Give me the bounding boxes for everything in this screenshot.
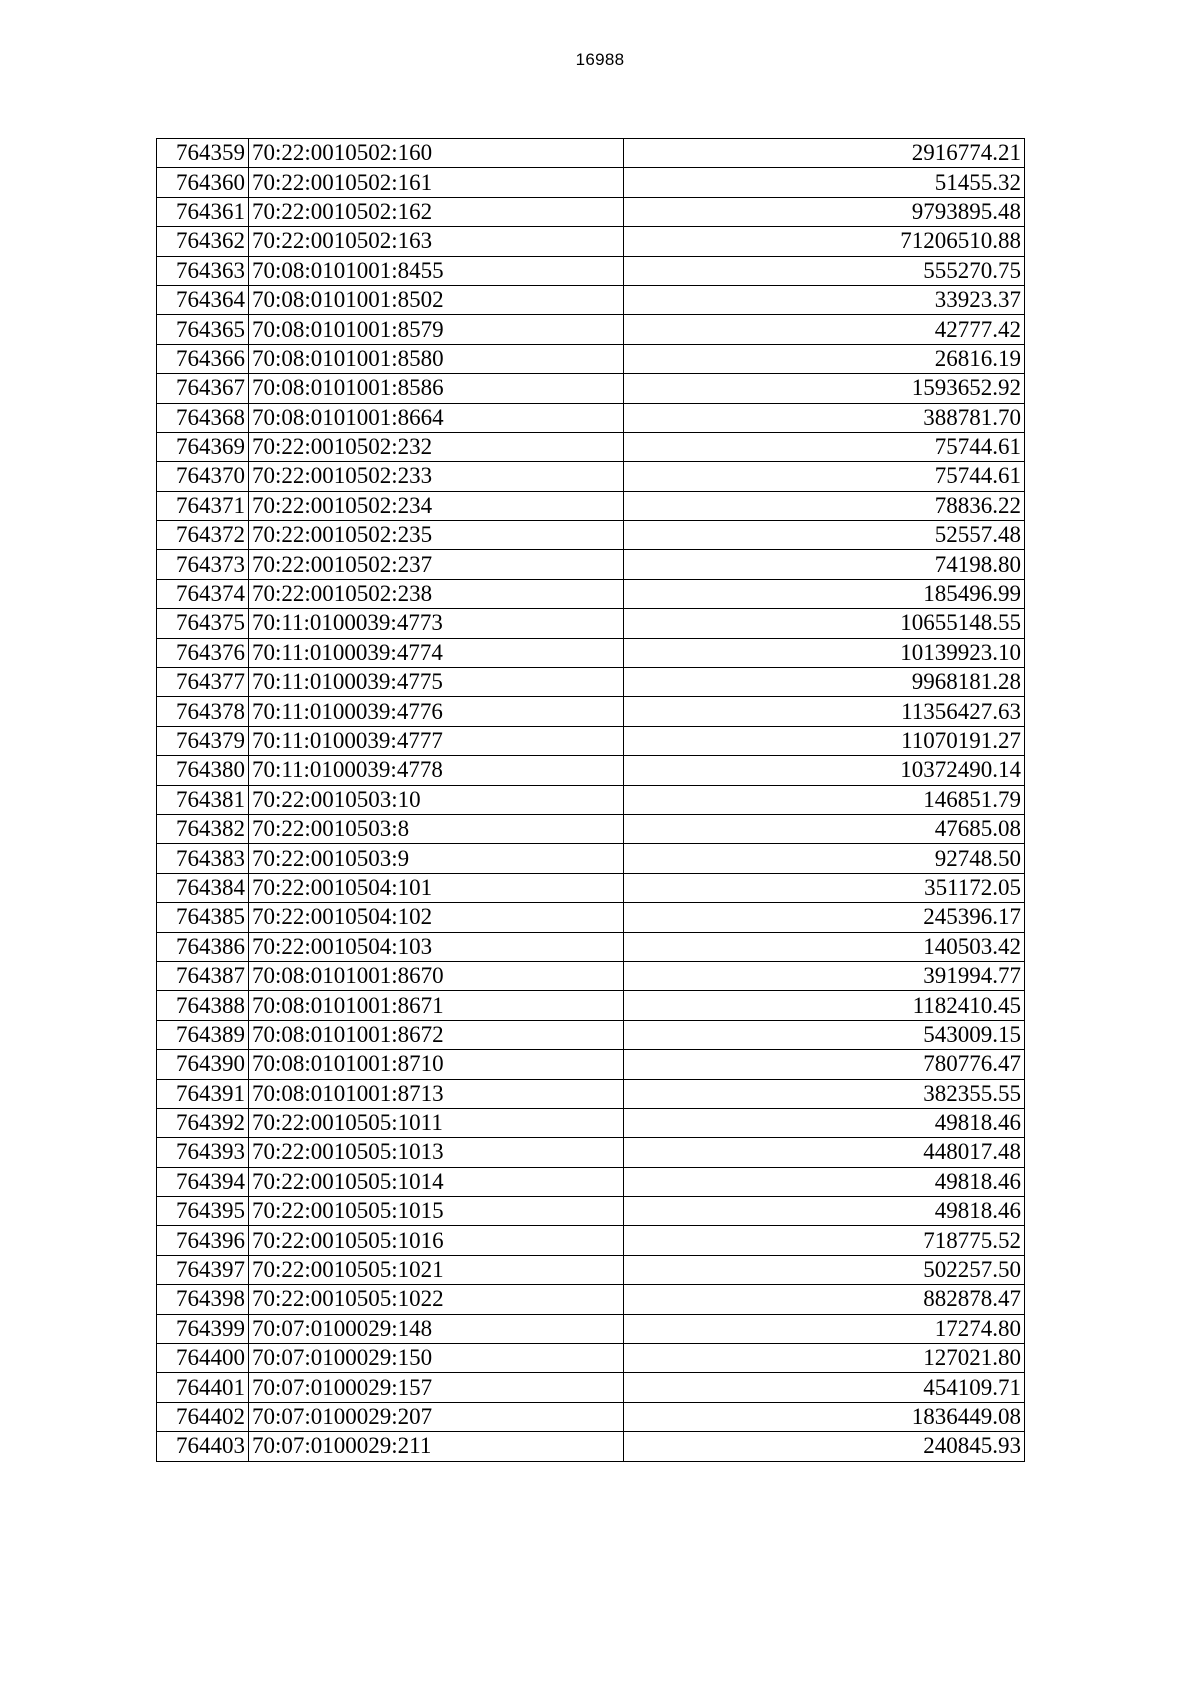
row-number-cell: 764378	[157, 697, 249, 726]
row-number-cell: 764386	[157, 932, 249, 961]
row-number-cell: 764401	[157, 1373, 249, 1402]
cadastral-value-cell: 1593652.92	[624, 374, 1025, 403]
cadastral-number-cell: 70:11:0100039:4774	[249, 638, 624, 667]
table-row	[157, 668, 1025, 697]
cadastral-value-cell: 10139923.10	[624, 638, 1025, 667]
row-number-cell: 764391	[157, 1079, 249, 1108]
cadastral-value-cell: 9968181.28	[624, 668, 1025, 697]
cadastral-number-cell: 70:08:0101001:8580	[249, 344, 624, 373]
cadastral-number-cell: 70:08:0101001:8671	[249, 991, 624, 1020]
row-number-cell: 764390	[157, 1050, 249, 1079]
table-row	[157, 432, 1025, 461]
table-body	[157, 139, 1025, 1462]
cadastral-value-cell: 52557.48	[624, 521, 1025, 550]
cadastral-value-cell: 351172.05	[624, 873, 1025, 902]
cadastral-value-cell: 502257.50	[624, 1255, 1025, 1284]
cadastral-number-cell: 70:07:0100029:150	[249, 1344, 624, 1373]
cadastral-value-cell: 140503.42	[624, 932, 1025, 961]
row-number-cell: 764383	[157, 844, 249, 873]
cadastral-value-cell: 42777.42	[624, 315, 1025, 344]
page-number: 16988	[575, 50, 625, 69]
table-row	[157, 1373, 1025, 1402]
cadastral-number-cell: 70:08:0101001:8710	[249, 1050, 624, 1079]
cadastral-number-cell: 70:22:0010502:237	[249, 550, 624, 579]
cadastral-number-cell: 70:22:0010502:161	[249, 168, 624, 197]
row-number-cell: 764400	[157, 1344, 249, 1373]
cadastral-value-cell: 71206510.88	[624, 227, 1025, 256]
cadastral-value-cell: 146851.79	[624, 785, 1025, 814]
row-number-cell: 764381	[157, 785, 249, 814]
cadastral-number-cell: 70:22:0010505:1021	[249, 1255, 624, 1284]
cadastral-value-cell: 75744.61	[624, 462, 1025, 491]
row-number-cell: 764362	[157, 227, 249, 256]
table-row	[157, 1197, 1025, 1226]
cadastral-number-cell: 70:22:0010504:103	[249, 932, 624, 961]
cadastral-number-cell: 70:08:0101001:8664	[249, 403, 624, 432]
row-number-cell: 764359	[157, 139, 249, 168]
cadastral-number-cell: 70:22:0010502:232	[249, 432, 624, 461]
row-number-cell: 764397	[157, 1255, 249, 1284]
cadastral-number-cell: 70:22:0010505:1014	[249, 1167, 624, 1196]
row-number-cell: 764374	[157, 579, 249, 608]
table-row	[157, 1344, 1025, 1373]
row-number-cell: 764393	[157, 1138, 249, 1167]
row-number-cell: 764372	[157, 521, 249, 550]
cadastral-value-cell: 26816.19	[624, 344, 1025, 373]
cadastral-number-cell: 70:08:0101001:8672	[249, 1020, 624, 1049]
row-number-cell: 764370	[157, 462, 249, 491]
table-row	[157, 1255, 1025, 1284]
cadastral-number-cell: 70:11:0100039:4777	[249, 726, 624, 755]
cadastral-number-cell: 70:22:0010503:10	[249, 785, 624, 814]
table-row	[157, 197, 1025, 226]
cadastral-value-cell: 185496.99	[624, 579, 1025, 608]
table-row	[157, 285, 1025, 314]
cadastral-number-cell: 70:22:0010505:1016	[249, 1226, 624, 1255]
table-row	[157, 168, 1025, 197]
row-number-cell: 764379	[157, 726, 249, 755]
table-row	[157, 374, 1025, 403]
table-row	[157, 991, 1025, 1020]
cadastral-value-cell: 11070191.27	[624, 726, 1025, 755]
cadastral-value-cell: 718775.52	[624, 1226, 1025, 1255]
table-row	[157, 491, 1025, 520]
cadastral-number-cell: 70:07:0100029:148	[249, 1314, 624, 1343]
row-number-cell: 764367	[157, 374, 249, 403]
cadastral-value-cell: 47685.08	[624, 814, 1025, 843]
table-row	[157, 1402, 1025, 1431]
row-number-cell: 764369	[157, 432, 249, 461]
cadastral-number-cell: 70:22:0010502:160	[249, 139, 624, 168]
table-row	[157, 609, 1025, 638]
table-row	[157, 579, 1025, 608]
cadastral-number-cell: 70:22:0010502:238	[249, 579, 624, 608]
row-number-cell: 764373	[157, 550, 249, 579]
cadastral-value-cell: 51455.32	[624, 168, 1025, 197]
row-number-cell: 764395	[157, 1197, 249, 1226]
cadastral-value-cell: 240845.93	[624, 1432, 1025, 1461]
cadastral-number-cell: 70:22:0010502:163	[249, 227, 624, 256]
cadastral-value-cell: 780776.47	[624, 1050, 1025, 1079]
row-number-cell: 764403	[157, 1432, 249, 1461]
cadastral-number-cell: 70:11:0100039:4775	[249, 668, 624, 697]
row-number-cell: 764361	[157, 197, 249, 226]
cadastral-value-cell: 454109.71	[624, 1373, 1025, 1402]
table-row	[157, 726, 1025, 755]
table-row	[157, 1108, 1025, 1137]
cadastral-number-cell: 70:22:0010504:102	[249, 903, 624, 932]
cadastral-value-cell: 92748.50	[624, 844, 1025, 873]
cadastral-number-cell: 70:11:0100039:4778	[249, 756, 624, 785]
table-row	[157, 932, 1025, 961]
table-row	[157, 550, 1025, 579]
row-number-cell: 764365	[157, 315, 249, 344]
cadastral-value-table	[156, 138, 1025, 1462]
cadastral-value-cell: 882878.47	[624, 1285, 1025, 1314]
table-row	[157, 1079, 1025, 1108]
cadastral-value-cell: 75744.61	[624, 432, 1025, 461]
cadastral-number-cell: 70:08:0101001:8586	[249, 374, 624, 403]
cadastral-number-cell: 70:22:0010502:234	[249, 491, 624, 520]
row-number-cell: 764382	[157, 814, 249, 843]
row-number-cell: 764363	[157, 256, 249, 285]
cadastral-value-cell: 33923.37	[624, 285, 1025, 314]
row-number-cell: 764392	[157, 1108, 249, 1137]
cadastral-number-cell: 70:11:0100039:4776	[249, 697, 624, 726]
cadastral-number-cell: 70:22:0010505:1013	[249, 1138, 624, 1167]
cadastral-number-cell: 70:08:0101001:8670	[249, 961, 624, 990]
table-row	[157, 1285, 1025, 1314]
row-number-cell: 764402	[157, 1402, 249, 1431]
cadastral-value-cell: 448017.48	[624, 1138, 1025, 1167]
cadastral-number-cell: 70:22:0010502:233	[249, 462, 624, 491]
cadastral-value-cell: 10655148.55	[624, 609, 1025, 638]
cadastral-number-cell: 70:11:0100039:4773	[249, 609, 624, 638]
table-row	[157, 1138, 1025, 1167]
row-number-cell: 764380	[157, 756, 249, 785]
table-row	[157, 462, 1025, 491]
cadastral-number-cell: 70:22:0010505:1011	[249, 1108, 624, 1137]
table-row	[157, 873, 1025, 902]
table-row	[157, 814, 1025, 843]
row-number-cell: 764375	[157, 609, 249, 638]
cadastral-value-cell: 245396.17	[624, 903, 1025, 932]
table-row	[157, 403, 1025, 432]
table-row	[157, 638, 1025, 667]
cadastral-value-cell: 74198.80	[624, 550, 1025, 579]
cadastral-number-cell: 70:22:0010503:8	[249, 814, 624, 843]
row-number-cell: 764371	[157, 491, 249, 520]
row-number-cell: 764387	[157, 961, 249, 990]
table-row	[157, 521, 1025, 550]
table-row	[157, 785, 1025, 814]
cadastral-value-cell: 10372490.14	[624, 756, 1025, 785]
row-number-cell: 764384	[157, 873, 249, 902]
cadastral-value-cell: 11356427.63	[624, 697, 1025, 726]
cadastral-value-cell: 388781.70	[624, 403, 1025, 432]
row-number-cell: 764360	[157, 168, 249, 197]
row-number-cell: 764368	[157, 403, 249, 432]
row-number-cell: 764376	[157, 638, 249, 667]
row-number-cell: 764366	[157, 344, 249, 373]
cadastral-number-cell: 70:22:0010505:1015	[249, 1197, 624, 1226]
table-row	[157, 697, 1025, 726]
cadastral-value-cell: 382355.55	[624, 1079, 1025, 1108]
cadastral-number-cell: 70:22:0010503:9	[249, 844, 624, 873]
cadastral-value-cell: 2916774.21	[624, 139, 1025, 168]
cadastral-number-cell: 70:22:0010504:101	[249, 873, 624, 902]
row-number-cell: 764377	[157, 668, 249, 697]
cadastral-number-cell: 70:08:0101001:8502	[249, 285, 624, 314]
cadastral-value-cell: 555270.75	[624, 256, 1025, 285]
table-row	[157, 1167, 1025, 1196]
cadastral-number-cell: 70:07:0100029:207	[249, 1402, 624, 1431]
cadastral-value-cell: 1836449.08	[624, 1402, 1025, 1431]
table-row	[157, 1050, 1025, 1079]
cadastral-value-cell: 49818.46	[624, 1108, 1025, 1137]
cadastral-value-cell: 543009.15	[624, 1020, 1025, 1049]
table-row	[157, 1226, 1025, 1255]
cadastral-number-cell: 70:22:0010505:1022	[249, 1285, 624, 1314]
table-row	[157, 139, 1025, 168]
table-row	[157, 344, 1025, 373]
cadastral-value-cell: 49818.46	[624, 1167, 1025, 1196]
row-number-cell: 764399	[157, 1314, 249, 1343]
cadastral-value-cell: 1182410.45	[624, 991, 1025, 1020]
table-row	[157, 903, 1025, 932]
table-row	[157, 1432, 1025, 1461]
row-number-cell: 764389	[157, 1020, 249, 1049]
cadastral-value-cell: 78836.22	[624, 491, 1025, 520]
cadastral-value-cell: 127021.80	[624, 1344, 1025, 1373]
table-row	[157, 227, 1025, 256]
cadastral-number-cell: 70:08:0101001:8713	[249, 1079, 624, 1108]
row-number-cell: 764388	[157, 991, 249, 1020]
cadastral-number-cell: 70:22:0010502:235	[249, 521, 624, 550]
cadastral-value-cell: 9793895.48	[624, 197, 1025, 226]
cadastral-number-cell: 70:07:0100029:157	[249, 1373, 624, 1402]
table-row	[157, 1020, 1025, 1049]
table-row	[157, 256, 1025, 285]
cadastral-number-cell: 70:07:0100029:211	[249, 1432, 624, 1461]
table-row	[157, 315, 1025, 344]
cadastral-number-cell: 70:22:0010502:162	[249, 197, 624, 226]
row-number-cell: 764398	[157, 1285, 249, 1314]
cadastral-number-cell: 70:08:0101001:8579	[249, 315, 624, 344]
table-row	[157, 756, 1025, 785]
row-number-cell: 764394	[157, 1167, 249, 1196]
row-number-cell: 764396	[157, 1226, 249, 1255]
cadastral-value-cell: 17274.80	[624, 1314, 1025, 1343]
cadastral-value-cell: 391994.77	[624, 961, 1025, 990]
table-row	[157, 1314, 1025, 1343]
row-number-cell: 764385	[157, 903, 249, 932]
table-row	[157, 961, 1025, 990]
table-row	[157, 844, 1025, 873]
cadastral-value-cell: 49818.46	[624, 1197, 1025, 1226]
cadastral-number-cell: 70:08:0101001:8455	[249, 256, 624, 285]
row-number-cell: 764364	[157, 285, 249, 314]
